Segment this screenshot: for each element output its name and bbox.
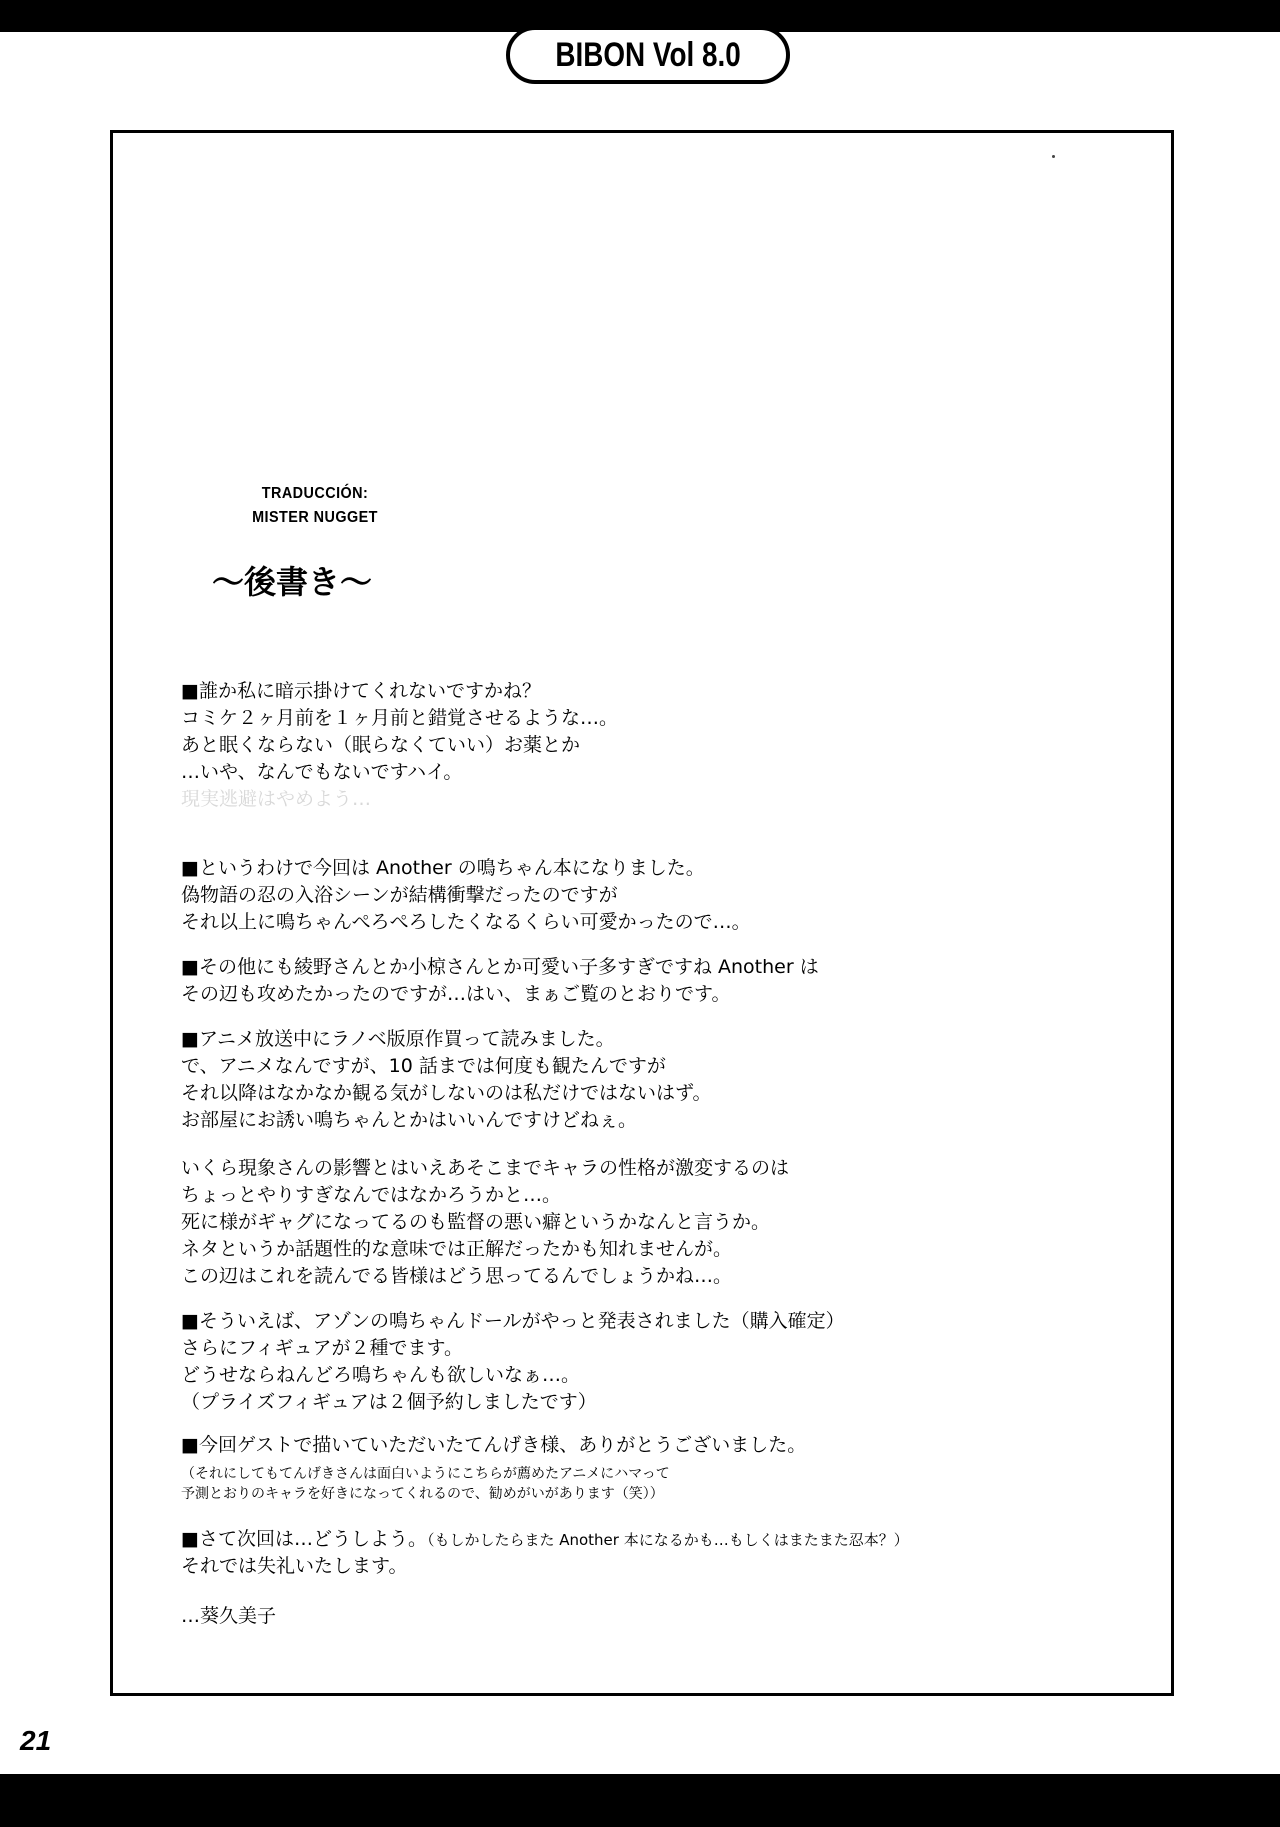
- afterword-heading: ～後書き～: [212, 563, 373, 601]
- author-name: …葵久美子: [181, 1605, 277, 1627]
- text-line: ちょっとやりすぎなんではなかろうかと…。: [181, 1184, 562, 1206]
- text-line: その辺も攻めたかったのですが…はい、まぁご覧のとおりです。: [181, 983, 731, 1005]
- text-line: いくら現象さんの影響とはいえあそこまでキャラの性格が激変するのは: [181, 1157, 790, 1179]
- page-number: 21: [20, 1725, 52, 1756]
- faded-text-line: 現実逃避はやめよう…: [181, 788, 372, 810]
- paragraph-8: [181, 1526, 1121, 1580]
- credit-label: TRADUCCIÓN:: [261, 485, 369, 502]
- text-line: 死に様がギャグになってるのも監督の悪い癖というかなんと言うか。: [181, 1211, 771, 1233]
- book-title-badge: [506, 26, 790, 84]
- credit-name: MISTER NUGGET: [252, 509, 378, 526]
- paragraph-7: [181, 1432, 1121, 1459]
- text-line: お部屋にお誘い鳴ちゃんとかはいいんですけどねぇ。: [181, 1109, 638, 1131]
- paragraph-1: [181, 678, 1121, 813]
- signature: [181, 1603, 1121, 1630]
- text-line: それでは失礼いたします。: [181, 1555, 408, 1577]
- text-line: ■というわけで今回は Another の鳴ちゃん本になりました。: [181, 857, 705, 879]
- paragraph-4: [181, 1026, 1121, 1134]
- book-title: BIBON Vol 8.0: [555, 35, 741, 74]
- text-line: ■今回ゲストで描いていただいたてんげき様、ありがとうございました。: [181, 1434, 807, 1456]
- translation-credit: [239, 482, 392, 530]
- paragraph-6: [181, 1308, 1121, 1416]
- text-line: （プライズフィギュアは２個予約しましたです）: [181, 1391, 597, 1413]
- small-text-line: （それにしてもてんげきさんは面白いようにこちらが薦めたアニメにハマって: [181, 1466, 670, 1482]
- small-text-line: 予測とおりのキャラを好きになってくれるので、勧めがいがあります（笑））: [181, 1486, 664, 1502]
- text-line: で、アニメなんですが、10 話までは何度も観たんですが: [181, 1055, 666, 1077]
- text-line: どうせならねんどろ鳴ちゃんも欲しいなぁ…。: [181, 1364, 581, 1386]
- text-line: 偽物語の忍の入浴シーンが結構衝撃だったのですが: [181, 884, 618, 906]
- text-line: ■そういえば、アゾンの鳴ちゃんドールがやっと発表されました（購入確定）: [181, 1310, 845, 1332]
- paragraph-5: [181, 1155, 1121, 1290]
- text-line: ■アニメ放送中にラノベ版原作買って読みました。: [181, 1028, 615, 1050]
- text-line: ■その他にも綾野さんとか小椋さんとか可愛い子多すぎですね Another は: [181, 956, 819, 978]
- text-line-aside: （もしかしたらまた Another 本になるかも…もしくはまたまた忍本？）: [426, 1531, 909, 1549]
- text-line: …いや、なんでもないですハイ。: [181, 761, 463, 783]
- text-line: [181, 1526, 1121, 1553]
- text-line: それ以上に鳴ちゃんぺろぺろしたくなるくらい可愛かったので…。: [181, 911, 751, 933]
- paragraph-7-note: [181, 1464, 1121, 1504]
- text-line: それ以降はなかなか観る気がしないのは私だけではないはず。: [181, 1082, 712, 1104]
- bottom-black-bar: [0, 1774, 1280, 1827]
- scan-speck: [1052, 155, 1055, 158]
- text-line: あと眠くならない（眠らなくていい）お薬とか: [181, 734, 581, 756]
- text-line: ネタというか話題性的な意味では正解だったかも知れませんが。: [181, 1238, 733, 1260]
- text-line-main: ■さて次回は…どうしよう。: [181, 1528, 427, 1550]
- text-line: コミケ２ヶ月前を１ヶ月前と錯覚させるような…。: [181, 707, 619, 729]
- text-line: さらにフィギュアが２種でます。: [181, 1337, 463, 1359]
- paragraph-2: [181, 855, 1121, 936]
- paragraph-3: [181, 954, 1121, 1008]
- text-line: この辺はこれを読んでる皆様はどう思ってるんでしょうかね…。: [181, 1265, 733, 1287]
- text-line: ■誰か私に暗示掛けてくれないですかね？: [181, 680, 541, 702]
